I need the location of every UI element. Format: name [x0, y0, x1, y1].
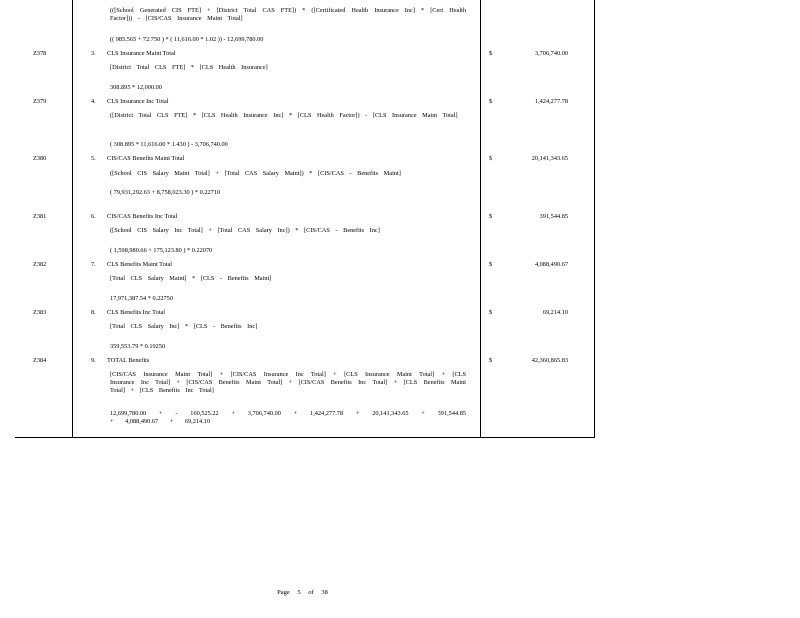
currency-symbol: $ — [489, 213, 493, 220]
column-rule-middle — [480, 0, 481, 438]
row-number: 3. — [91, 50, 96, 57]
formula-text: ([District Total CLS FTE] * [CLS Health Insurance Inc] * [CLS Health Factor]) - [CLS Insurance Maint Total] — [110, 112, 458, 119]
row-number: 4. — [91, 98, 96, 105]
table-bottom-rule — [15, 437, 595, 438]
formula-text: [District Total CLS FTE] * [CLS Health Insurance] — [110, 64, 268, 71]
formula-text: ([School CIS Salary Maint Total] + [Total CAS Salary Maint]) * [CIS/CAS - Benefits Maint] — [110, 170, 401, 177]
column-rule-right — [594, 0, 595, 438]
currency-symbol: $ — [489, 50, 493, 57]
page-number: 5 — [297, 589, 301, 596]
row-amount: 4,088,490.67 — [534, 261, 568, 268]
row-title: CLS Insurance Inc Total — [107, 98, 169, 105]
page-label: Page — [277, 589, 290, 596]
calculation-text: 17,971,387.54 * 0.22750 — [110, 295, 173, 302]
row-code: Z380 — [33, 155, 47, 162]
page-footer — [0, 589, 605, 596]
calculation-text: (( 985.565 + 72.750 ) * ( 11,616.00 * 1.02 )) - 12,699,780.00 — [110, 36, 264, 43]
currency-symbol: $ — [489, 98, 493, 105]
formula-text: (([School Generated CIS FTE] + [District Total CAS FTE]) * ([Certificated Health Insurance Inc] * [Cert Health Factor])) - [CIS/CAS Insurance Maint Total] — [110, 7, 466, 22]
currency-symbol: $ — [489, 155, 493, 162]
formula-text: ([School CIS Salary Inc Total] + [Total CAS Salary Inc]) * [CIS/CAS - Benefits Inc] — [110, 227, 380, 234]
formula-text: [Total CLS Salary Inc] * [CLS - Benefits Inc] — [110, 323, 258, 330]
formula-text: [CIS/CAS Insurance Maint Total] + [CIS/CAS Insurance Inc Total] + [CLS Insurance Maint Total] + [CLS Insurance Inc Total] + [CIS/CAS Benefits Maint Total] + [CIS/CAS Benefits Inc Total] + [CLS Benefits Maint Total] + [CLS Benefits Inc Total] — [110, 371, 466, 394]
row-number: 7. — [91, 261, 96, 268]
currency-symbol: $ — [489, 309, 493, 316]
row-code: Z381 — [33, 213, 47, 220]
row-number: 8. — [91, 309, 96, 316]
calculation-text: ( 308.895 * 11,616.00 * 1.430 ) - 3,706,740.00 — [110, 141, 228, 148]
calculation-text: ( 1,598,980.66 + 175,123.80 ) * 0.22070 — [110, 247, 213, 254]
currency-symbol: $ — [489, 261, 493, 268]
column-rule-left — [72, 0, 73, 438]
row-amount: 20,141,343.65 — [531, 155, 568, 162]
row-code: Z379 — [33, 98, 47, 105]
calculation-text: 359,553.79 * 0.19250 — [110, 343, 166, 350]
calculation-text: ( 79,931,292.63 + 8,758,023.30 ) * 0.22710 — [110, 189, 221, 196]
row-code: Z384 — [33, 357, 47, 364]
row-amount: 42,360,865.83 — [531, 357, 568, 364]
row-title: CLS Benefits Maint Total — [107, 261, 173, 268]
row-amount: 3,706,740.00 — [534, 50, 568, 57]
row-number: 6. — [91, 213, 96, 220]
row-amount: 69,214.10 — [542, 309, 568, 316]
row-amount: 1,424,277.78 — [534, 98, 568, 105]
row-code: Z382 — [33, 261, 47, 268]
of-label: of — [308, 589, 314, 596]
row-title: CIS/CAS Benefits Maint Total — [107, 155, 185, 162]
calculation-text: 308.895 * 12,000.00 — [110, 84, 162, 91]
page-total: 38 — [321, 589, 328, 596]
row-number: 9. — [91, 357, 96, 364]
row-title: CLS Insurance Maint Total — [107, 50, 176, 57]
calculation-text: 12,699,780.00 + - 160,525.22 + 3,706,740.00 + 1,424,277.78 + 20,141,343.65 + 391,544.85 + 4,088,490.67 + 69,214.10 — [110, 410, 466, 425]
row-code: Z378 — [33, 50, 47, 57]
row-title: CLS Benefits Inc Total — [107, 309, 166, 316]
formula-text: [Total CLS Salary Maint] * [CLS - Benefits Maint] — [110, 275, 272, 282]
row-number: 5. — [91, 155, 96, 162]
row-code: Z383 — [33, 309, 47, 316]
row-title: TOTAL Benefits — [107, 357, 150, 364]
currency-symbol: $ — [489, 357, 493, 364]
row-title: CIS/CAS Benefits Inc Total — [107, 213, 178, 220]
row-amount: 391,544.85 — [539, 213, 568, 220]
